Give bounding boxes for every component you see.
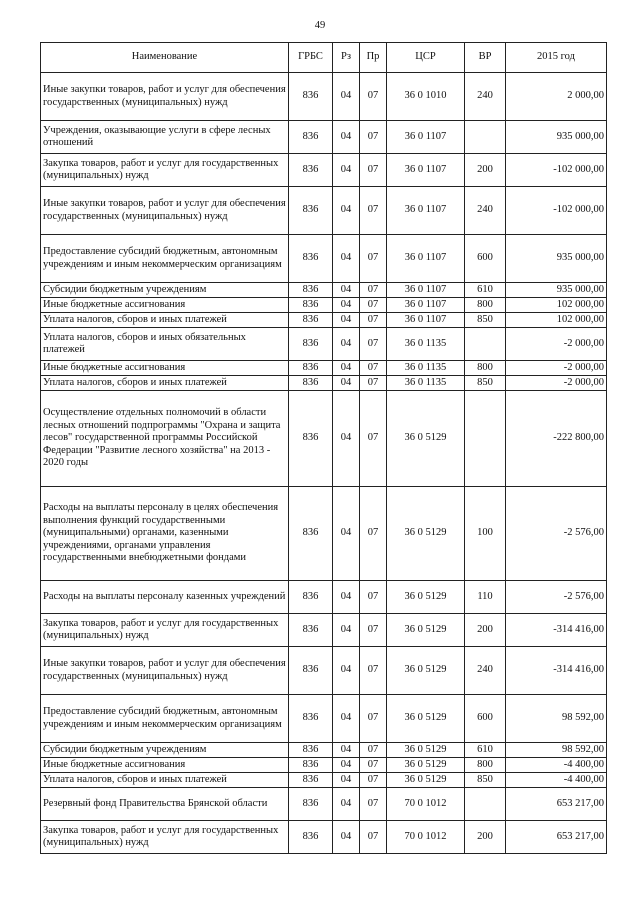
cell-csr: 36 0 1107 [387,283,465,298]
cell-rz: 04 [333,487,360,581]
cell-amount: -4 400,00 [506,773,607,788]
cell-pr: 07 [360,758,387,773]
cell-rz: 04 [333,283,360,298]
cell-name: Уплата налогов, сборов и иных платежей [41,313,289,328]
table-row [41,154,607,187]
cell-name: Уплата налогов, сборов и иных платежей [41,376,289,391]
cell-grbs: 836 [289,391,333,487]
cell-amount: 653 217,00 [506,788,607,821]
table-body [41,73,607,854]
cell-rz: 04 [333,328,360,361]
cell-csr: 36 0 5129 [387,773,465,788]
cell-vr [465,788,506,821]
cell-rz: 04 [333,695,360,743]
cell-grbs: 836 [289,328,333,361]
cell-name: Иные бюджетные ассигнования [41,361,289,376]
table-row [41,361,607,376]
cell-name: Закупка товаров, работ и услуг для государственных (муниципальных) нужд [41,821,289,854]
page-number: 49 [314,20,326,31]
cell-csr: 36 0 1107 [387,121,465,154]
header-grbs: ГРБС [289,43,333,73]
cell-name: Иные бюджетные ассигнования [41,758,289,773]
cell-csr: 36 0 5129 [387,614,465,647]
header-pr: Пр [360,43,387,73]
cell-pr: 07 [360,187,387,235]
cell-csr: 36 0 5129 [387,581,465,614]
cell-pr: 07 [360,391,387,487]
table-row [41,758,607,773]
cell-csr: 36 0 5129 [387,647,465,695]
cell-pr: 07 [360,773,387,788]
cell-rz: 04 [333,773,360,788]
cell-pr: 07 [360,121,387,154]
table-row [41,743,607,758]
cell-vr: 800 [465,298,506,313]
cell-vr: 850 [465,773,506,788]
cell-pr: 07 [360,313,387,328]
table-row [41,647,607,695]
cell-csr: 36 0 5129 [387,391,465,487]
cell-vr: 600 [465,695,506,743]
cell-rz: 04 [333,121,360,154]
cell-name: Расходы на выплаты персоналу казенных учреждений [41,581,289,614]
cell-pr: 07 [360,376,387,391]
cell-vr: 850 [465,376,506,391]
cell-csr: 36 0 1107 [387,187,465,235]
cell-csr: 36 0 5129 [387,743,465,758]
cell-vr: 200 [465,821,506,854]
cell-pr: 07 [360,788,387,821]
cell-csr: 36 0 1107 [387,235,465,283]
cell-name: Уплата налогов, сборов и иных платежей [41,773,289,788]
header-vr: ВР [465,43,506,73]
table-row [41,788,607,821]
cell-pr: 07 [360,487,387,581]
cell-amount: -222 800,00 [506,391,607,487]
cell-rz: 04 [333,758,360,773]
cell-name: Закупка товаров, работ и услуг для государственных (муниципальных) нужд [41,614,289,647]
cell-rz: 04 [333,298,360,313]
cell-pr: 07 [360,361,387,376]
cell-rz: 04 [333,647,360,695]
cell-rz: 04 [333,313,360,328]
cell-rz: 04 [333,235,360,283]
cell-name: Субсидии бюджетным учреждениям [41,283,289,298]
cell-rz: 04 [333,743,360,758]
table-row [41,298,607,313]
cell-pr: 07 [360,695,387,743]
cell-csr: 70 0 1012 [387,821,465,854]
cell-amount: 935 000,00 [506,283,607,298]
cell-csr: 36 0 5129 [387,487,465,581]
table-row [41,283,607,298]
cell-pr: 07 [360,328,387,361]
cell-name: Иные закупки товаров, работ и услуг для обеспечения государственных (муниципальных) нужд [41,187,289,235]
table-row [41,121,607,154]
cell-vr [465,121,506,154]
cell-amount: -2 576,00 [506,581,607,614]
cell-csr: 36 0 1135 [387,328,465,361]
cell-vr: 850 [465,313,506,328]
cell-pr: 07 [360,298,387,313]
cell-vr: 610 [465,743,506,758]
cell-rz: 04 [333,614,360,647]
cell-amount: 98 592,00 [506,743,607,758]
cell-name: Субсидии бюджетным учреждениям [41,743,289,758]
cell-pr: 07 [360,581,387,614]
cell-pr: 07 [360,647,387,695]
table-row [41,821,607,854]
cell-amount: 2 000,00 [506,73,607,121]
header-year-2015: 2015 год [506,43,607,73]
cell-vr: 200 [465,154,506,187]
cell-grbs: 836 [289,581,333,614]
cell-amount: -314 416,00 [506,647,607,695]
cell-grbs: 836 [289,821,333,854]
cell-grbs: 836 [289,376,333,391]
cell-vr: 240 [465,187,506,235]
cell-grbs: 836 [289,614,333,647]
cell-grbs: 836 [289,73,333,121]
cell-name: Иные бюджетные ассигнования [41,298,289,313]
cell-vr [465,328,506,361]
cell-rz: 04 [333,361,360,376]
cell-grbs: 836 [289,647,333,695]
table-row [41,376,607,391]
cell-vr: 800 [465,361,506,376]
cell-csr: 36 0 5129 [387,695,465,743]
cell-grbs: 836 [289,121,333,154]
cell-vr: 610 [465,283,506,298]
table-row [41,773,607,788]
cell-rz: 04 [333,73,360,121]
table-row [41,487,607,581]
header-name: Наименование [41,43,289,73]
cell-name: Закупка товаров, работ и услуг для государственных (муниципальных) нужд [41,154,289,187]
cell-pr: 07 [360,821,387,854]
cell-grbs: 836 [289,154,333,187]
cell-amount: -2 000,00 [506,376,607,391]
cell-amount: 935 000,00 [506,235,607,283]
table-row [41,73,607,121]
cell-amount: -102 000,00 [506,187,607,235]
table-row [41,235,607,283]
cell-name: Иные закупки товаров, работ и услуг для обеспечения государственных (муниципальных) нужд [41,647,289,695]
cell-vr: 240 [465,647,506,695]
table-row [41,391,607,487]
cell-amount: 102 000,00 [506,313,607,328]
cell-vr: 600 [465,235,506,283]
cell-csr: 36 0 5129 [387,758,465,773]
cell-pr: 07 [360,614,387,647]
cell-csr: 36 0 1107 [387,154,465,187]
cell-grbs: 836 [289,298,333,313]
header-rz: Рз [333,43,360,73]
cell-vr: 110 [465,581,506,614]
table-row [41,614,607,647]
cell-vr: 100 [465,487,506,581]
cell-csr: 36 0 1107 [387,313,465,328]
cell-rz: 04 [333,788,360,821]
cell-name: Осуществление отдельных полномочий в области лесных отношений подпрограммы "Охрана и защита лесов" государственной программы Российской Федерации "Развитие лесного хозяйства" на 2013 - 2020 годы [41,391,289,487]
cell-amount: 98 592,00 [506,695,607,743]
cell-grbs: 836 [289,235,333,283]
cell-csr: 36 0 1135 [387,376,465,391]
cell-grbs: 836 [289,758,333,773]
header-csr: ЦСР [387,43,465,73]
cell-rz: 04 [333,821,360,854]
cell-amount: -102 000,00 [506,154,607,187]
cell-pr: 07 [360,283,387,298]
cell-grbs: 836 [289,743,333,758]
cell-vr: 200 [465,614,506,647]
cell-amount: 935 000,00 [506,121,607,154]
cell-csr: 36 0 1107 [387,298,465,313]
cell-grbs: 836 [289,487,333,581]
cell-amount: -2 000,00 [506,361,607,376]
cell-pr: 07 [360,73,387,121]
cell-amount: 102 000,00 [506,298,607,313]
header-row [41,43,607,73]
cell-amount: 653 217,00 [506,821,607,854]
cell-rz: 04 [333,187,360,235]
cell-vr [465,391,506,487]
cell-name: Расходы на выплаты персоналу в целях обеспечения выполнения функций государственными (муниципальными) органами, казенными учреждениями, органами управления государственными внебюджетными фондами [41,487,289,581]
cell-pr: 07 [360,743,387,758]
cell-name: Иные закупки товаров, работ и услуг для обеспечения государственных (муниципальных) нужд [41,73,289,121]
cell-amount: -314 416,00 [506,614,607,647]
cell-pr: 07 [360,235,387,283]
cell-csr: 70 0 1012 [387,788,465,821]
table-row [41,313,607,328]
cell-grbs: 836 [289,283,333,298]
cell-rz: 04 [333,581,360,614]
cell-amount: -2 000,00 [506,328,607,361]
cell-name: Предоставление субсидий бюджетным, автономным учреждениям и иным некоммерческим организациям [41,235,289,283]
cell-grbs: 836 [289,788,333,821]
cell-grbs: 836 [289,773,333,788]
table-row [41,187,607,235]
cell-name: Предоставление субсидий бюджетным, автономным учреждениям и иным некоммерческим организациям [41,695,289,743]
cell-grbs: 836 [289,361,333,376]
cell-name: Уплата налогов, сборов и иных обязательных платежей [41,328,289,361]
cell-name: Учреждения, оказывающие услуги в сфере лесных отношений [41,121,289,154]
cell-vr: 240 [465,73,506,121]
cell-rz: 04 [333,154,360,187]
cell-grbs: 836 [289,313,333,328]
table-row [41,695,607,743]
budget-table [40,42,607,854]
cell-csr: 36 0 1010 [387,73,465,121]
cell-pr: 07 [360,154,387,187]
table-row [41,581,607,614]
cell-rz: 04 [333,376,360,391]
cell-csr: 36 0 1135 [387,361,465,376]
cell-vr: 800 [465,758,506,773]
cell-amount: -2 576,00 [506,487,607,581]
cell-amount: -4 400,00 [506,758,607,773]
cell-grbs: 836 [289,187,333,235]
cell-grbs: 836 [289,695,333,743]
cell-rz: 04 [333,391,360,487]
cell-name: Резервный фонд Правительства Брянской области [41,788,289,821]
table-row [41,328,607,361]
